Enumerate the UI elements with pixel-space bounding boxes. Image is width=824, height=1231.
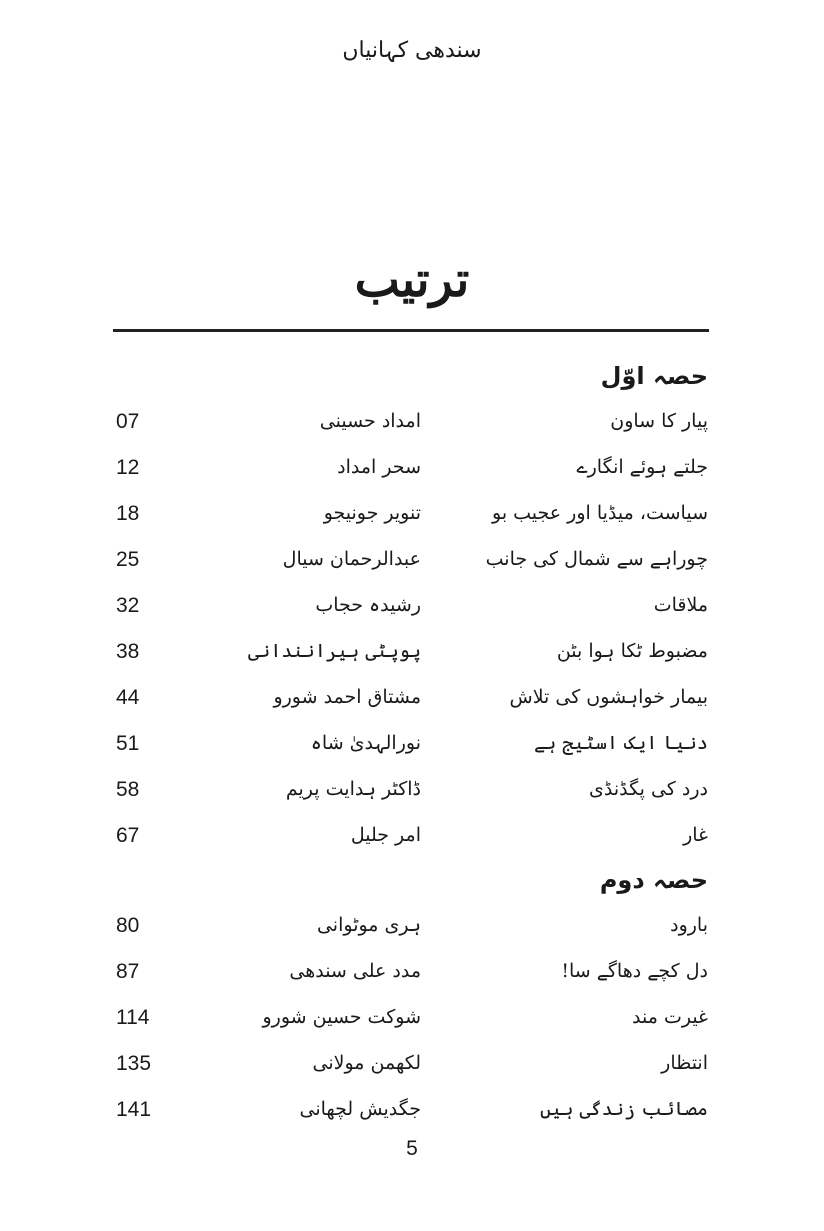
page-ref: 12 — [116, 456, 140, 479]
story-title: جلتے ہوئے انگارے — [576, 456, 708, 478]
page-ref: 80 — [116, 914, 140, 937]
story-title: سیاست، میڈیا اور عجیب بو — [492, 502, 708, 524]
page-ref: 07 — [116, 410, 140, 433]
toc-entry[interactable] — [0, 452, 824, 498]
author-name: ہری موٹوانی — [316, 914, 421, 936]
author-name: شوکت حسین شورو — [262, 1006, 421, 1028]
story-title: دنیا ایک اسٹیج ہے — [534, 732, 708, 754]
story-title: بیمار خواہشوں کی تلاش — [509, 686, 708, 708]
page-title: ترتیب — [354, 252, 470, 308]
page-ref: 38 — [116, 640, 140, 663]
page-ref: 58 — [116, 778, 140, 801]
author-name: عبدالرحمان سیال — [282, 548, 421, 570]
page-ref: 141 — [116, 1098, 152, 1121]
toc-entry[interactable] — [0, 910, 824, 956]
toc-entry[interactable] — [0, 774, 824, 820]
page-ref: 67 — [116, 824, 140, 847]
toc-entry[interactable] — [0, 1094, 824, 1140]
story-title: انتظار — [661, 1052, 708, 1074]
toc-entry[interactable] — [0, 636, 824, 682]
story-title: پیار کا ساون — [610, 410, 708, 432]
author-name: امر جلیل — [350, 824, 421, 846]
page-ref: 135 — [116, 1052, 152, 1075]
toc-entry[interactable] — [0, 820, 824, 866]
page-ref: 18 — [116, 502, 140, 525]
author-name: رشیدہ حجاب — [315, 594, 421, 616]
page-ref: 32 — [116, 594, 140, 617]
story-title: مضبوط ٹکا ہوا بٹن — [556, 640, 708, 662]
author-name: مشتاق احمد شورو — [273, 686, 421, 708]
page-number: 5 — [406, 1137, 418, 1160]
story-title: غیرت مند — [632, 1006, 708, 1028]
story-title: مصائب زندگی ہیں — [540, 1098, 708, 1120]
story-title: دل کچے دھاگے سا! — [561, 960, 708, 982]
toc-entry[interactable] — [0, 682, 824, 728]
page-ref: 25 — [116, 548, 140, 571]
toc-entry[interactable] — [0, 1002, 824, 1048]
page-ref: 44 — [116, 686, 140, 709]
page-ref: 87 — [116, 960, 140, 983]
author-name: ڈاکٹر ہدایت پریم — [285, 778, 421, 800]
story-title: بارود — [670, 914, 708, 936]
author-name: امداد حسینی — [319, 410, 421, 432]
toc-entry[interactable] — [0, 406, 824, 452]
running-header: سندھی کہانیاں — [342, 38, 482, 63]
page-ref: 114 — [116, 1006, 150, 1029]
section-heading-part-one: حصہ اوّل — [600, 362, 708, 390]
story-title: چوراہے سے شمال کی جانب — [485, 548, 708, 570]
section-part-one-entries — [0, 406, 824, 866]
toc-entry[interactable] — [0, 544, 824, 590]
toc-entry[interactable] — [0, 956, 824, 1002]
story-title: غار — [683, 824, 708, 846]
author-name: مدد علی سندھی — [289, 960, 421, 982]
story-title: درد کی پگڈنڈی — [589, 778, 708, 800]
section-heading-part-two: حصہ دوم — [599, 866, 708, 894]
story-title: ملاقات — [653, 594, 708, 616]
author-name: لکھمن مولانی — [312, 1052, 421, 1074]
toc-entry[interactable] — [0, 728, 824, 774]
author-name: سحر امداد — [337, 456, 421, 478]
toc-entry[interactable] — [0, 498, 824, 544]
title-divider — [113, 329, 709, 332]
author-name: جگدیش لچھانی — [299, 1098, 421, 1120]
section-part-two-entries — [0, 910, 824, 1140]
author-name: پوپٹی ہیرانندانی — [247, 640, 421, 662]
page-ref: 51 — [116, 732, 140, 755]
toc-entry[interactable] — [0, 1048, 824, 1094]
author-name: تنویر جونیجو — [323, 502, 421, 524]
author-name: نورالہدیٰ شاہ — [310, 732, 421, 754]
toc-entry[interactable] — [0, 590, 824, 636]
